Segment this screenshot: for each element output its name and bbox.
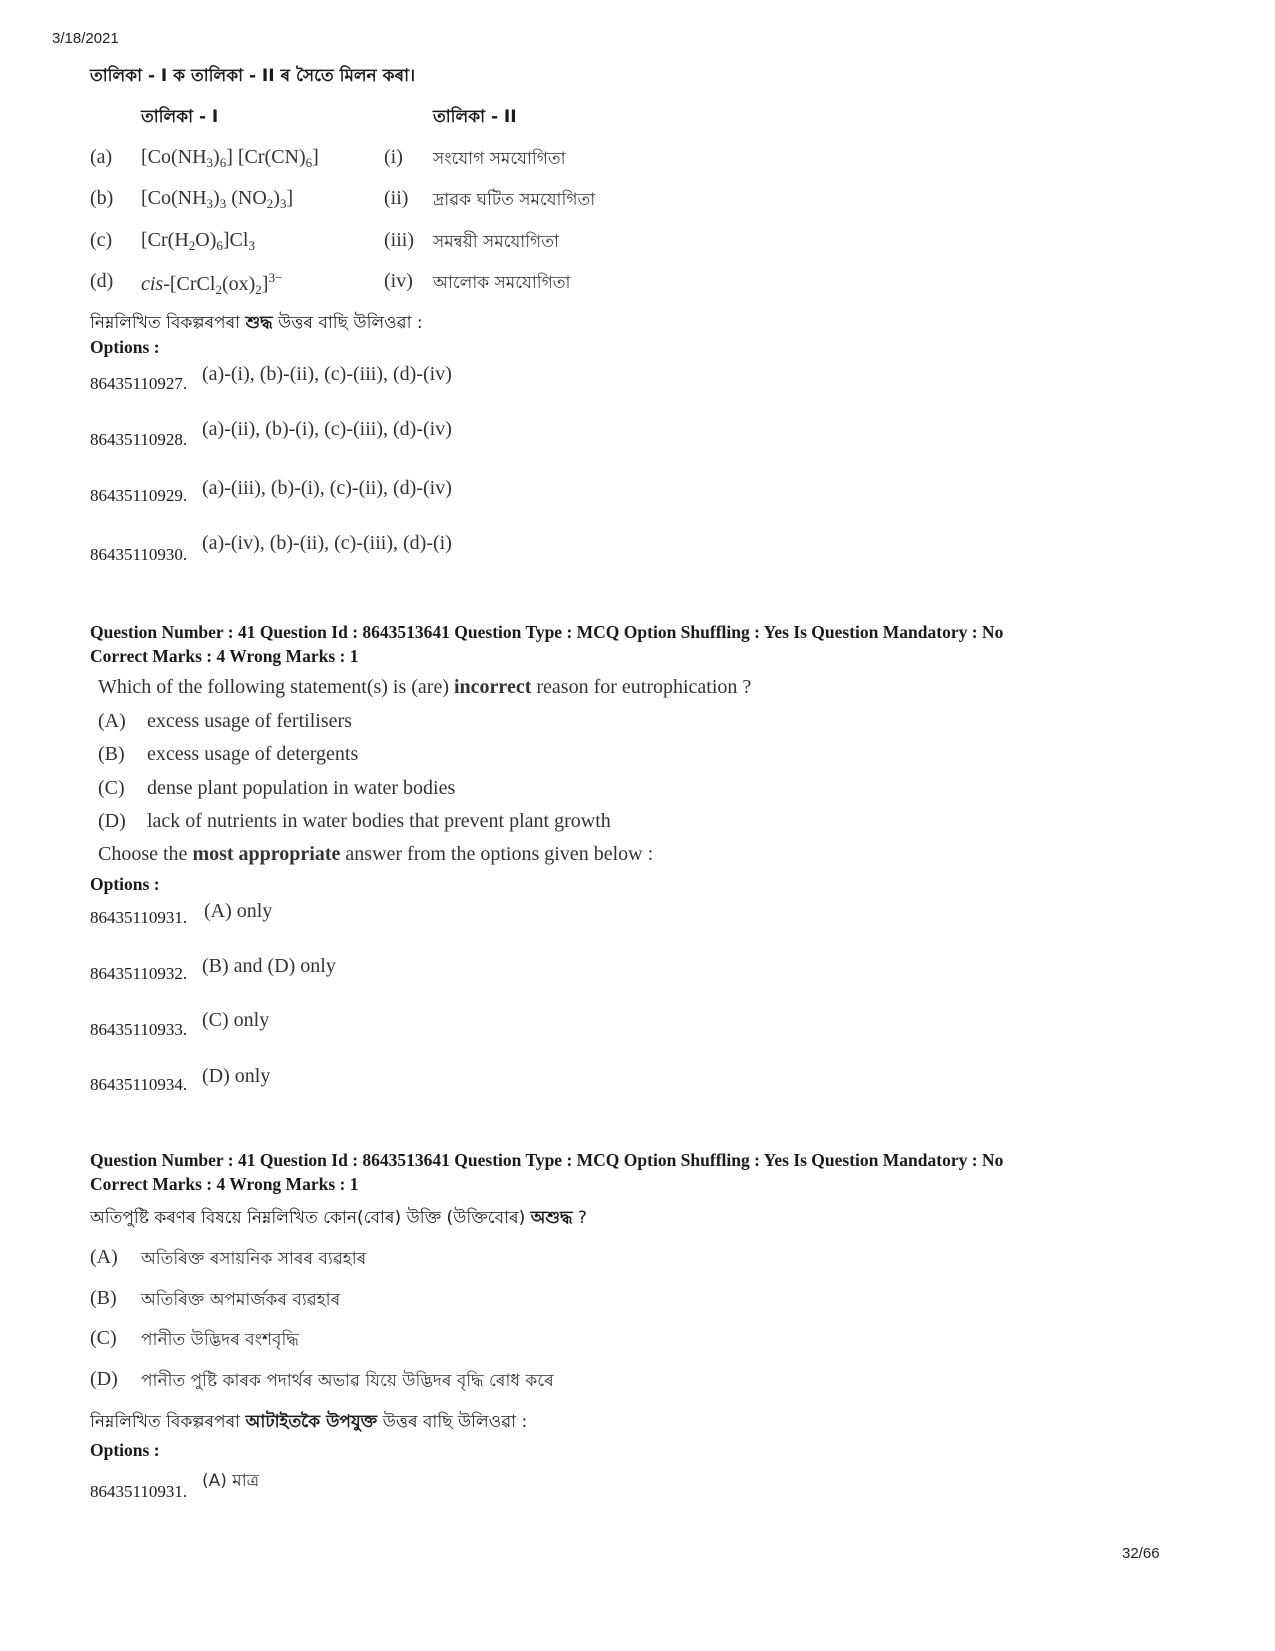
list-2-text: সংযোগ সমযোগিতা: [433, 149, 566, 169]
statement-text: excess usage of fertilisers: [147, 710, 352, 732]
choose-instruction: Choose the most appropriate answer from the options given below :: [98, 843, 654, 865]
option-id: 86435110933.: [90, 1020, 188, 1039]
option-id: 86435110930.: [90, 545, 188, 564]
option-text[interactable]: (a)-(i), (b)-(ii), (c)-(iii), (d)-(iv): [202, 363, 452, 385]
statement-text: অতিৰিক্ত অপমাৰ্জকৰ ব্যৱহাৰ: [141, 1290, 341, 1310]
question-marks: Correct Marks : 4 Wrong Marks : 1: [90, 646, 359, 666]
list-1-formula: [$Co(NH_3)_3$ $(NO_2)_3$]: [141, 187, 294, 211]
option-text[interactable]: (D) only: [202, 1065, 271, 1087]
statement-label: (C): [98, 777, 125, 799]
statement-label: (A): [98, 710, 126, 732]
print-date: 3/18/2021: [52, 30, 119, 47]
option-text[interactable]: (A) only: [204, 900, 273, 922]
list-2-text: সমন্বয়ী সমযোগিতা: [433, 232, 559, 252]
list-1-label: (b): [90, 187, 114, 209]
question-meta: Question Number : 41 Question Id : 8643513641 Question Type : MCQ Option Shuffling : Yes Is Question Mandatory : No: [90, 622, 1004, 642]
statement-text: পানীত পুষ্টি কাৰক পদাৰ্থৰ অভাৱ যিয়ে উদ্ভিদৰ বৃদ্ধি ৰোধ কৰে: [141, 1371, 554, 1391]
choose-instruction: নিম্নলিখিত বিকল্পৰপৰা আটাইতকৈ উপযুক্ত উত্তৰ বাছি উলিওৱা :: [90, 1412, 528, 1432]
option-text[interactable]: (A) মাত্ৰ: [202, 1471, 260, 1491]
list-1-formula: $[Cr(H_2O)_6]Cl_3$: [141, 229, 255, 253]
option-id: 86435110931.: [90, 1482, 188, 1501]
statement-label: (C): [90, 1327, 117, 1349]
list-2-label: (iii): [384, 229, 414, 251]
list-1-label: (d): [90, 270, 114, 292]
options-heading: Options :: [90, 874, 160, 894]
list-2-label: (i): [384, 146, 403, 168]
option-id: 86435110929.: [90, 486, 188, 505]
list-1-formula: cis-$[CrCl_2(ox)_2]^{3-}$: [141, 270, 283, 297]
match-instruction: তালিকা - I ক তালিকা - II ৰ সৈতে মিলন কৰা।: [90, 66, 416, 86]
option-text[interactable]: (B) and (D) only: [202, 955, 336, 977]
page-number: 32/66: [1122, 1545, 1160, 1562]
list-2-label: (iv): [384, 270, 413, 292]
option-text[interactable]: (a)-(ii), (b)-(i), (c)-(iii), (d)-(iv): [202, 418, 452, 440]
statement-label: (D): [90, 1368, 118, 1390]
statement-label: (A): [90, 1246, 118, 1268]
list-1-title: তালিকা - I: [141, 107, 219, 127]
statement-text: অতিৰিক্ত ৰসায়নিক সাৰৰ ব্যৱহাৰ: [141, 1249, 367, 1269]
list-1-formula: $[Co(NH_3)_6]$ $[Cr(CN)_6]$: [141, 146, 319, 170]
statement-text: excess usage of detergents: [147, 743, 359, 765]
choose-instruction: নিম্নলিখিত বিকল্পৰপৰা শুদ্ধ উত্তৰ বাছি উলিওৱা :: [90, 313, 423, 333]
option-text[interactable]: (a)-(iii), (b)-(i), (c)-(ii), (d)-(iv): [202, 477, 452, 499]
question-stem: Which of the following statement(s) is (are) incorrect reason for eutrophication ?: [98, 676, 752, 698]
question-meta: Question Number : 41 Question Id : 8643513641 Question Type : MCQ Option Shuffling : Yes Is Question Mandatory : No: [90, 1150, 1004, 1170]
list-2-title: তালিকা - II: [433, 107, 517, 127]
options-heading: Options :: [90, 1440, 160, 1460]
option-id: 86435110931.: [90, 908, 188, 927]
statement-label: (B): [90, 1287, 117, 1309]
statement-label: (D): [98, 810, 126, 832]
list-1-label: (a): [90, 146, 113, 168]
option-id: 86435110934.: [90, 1075, 188, 1094]
statement-text: dense plant population in water bodies: [147, 777, 456, 799]
option-id: 86435110927.: [90, 374, 188, 393]
list-2-text: দ্ৰাৱক ঘটিত সমযোগিতা: [433, 190, 596, 210]
question-stem: অতিপুষ্টি কৰণৰ বিষয়ে নিম্নলিখিত কোন(বোৰ) উক্তি (উক্তিবোৰ) অশুদ্ধ ?: [90, 1208, 587, 1228]
statement-text: lack of nutrients in water bodies that prevent plant growth: [147, 810, 611, 832]
option-text[interactable]: (a)-(iv), (b)-(ii), (c)-(iii), (d)-(i): [202, 532, 452, 554]
option-id: 86435110932.: [90, 964, 188, 983]
option-text[interactable]: (C) only: [202, 1009, 270, 1031]
statement-text: পানীত উদ্ভিদৰ বংশবৃদ্ধি: [141, 1330, 299, 1350]
options-heading: Options :: [90, 337, 160, 357]
list-2-label: (ii): [384, 187, 409, 209]
option-id: 86435110928.: [90, 430, 188, 449]
question-marks: Correct Marks : 4 Wrong Marks : 1: [90, 1174, 359, 1194]
statement-label: (B): [98, 743, 125, 765]
list-1-label: (c): [90, 229, 113, 251]
list-2-text: আলোক সমযোগিতা: [433, 273, 571, 293]
